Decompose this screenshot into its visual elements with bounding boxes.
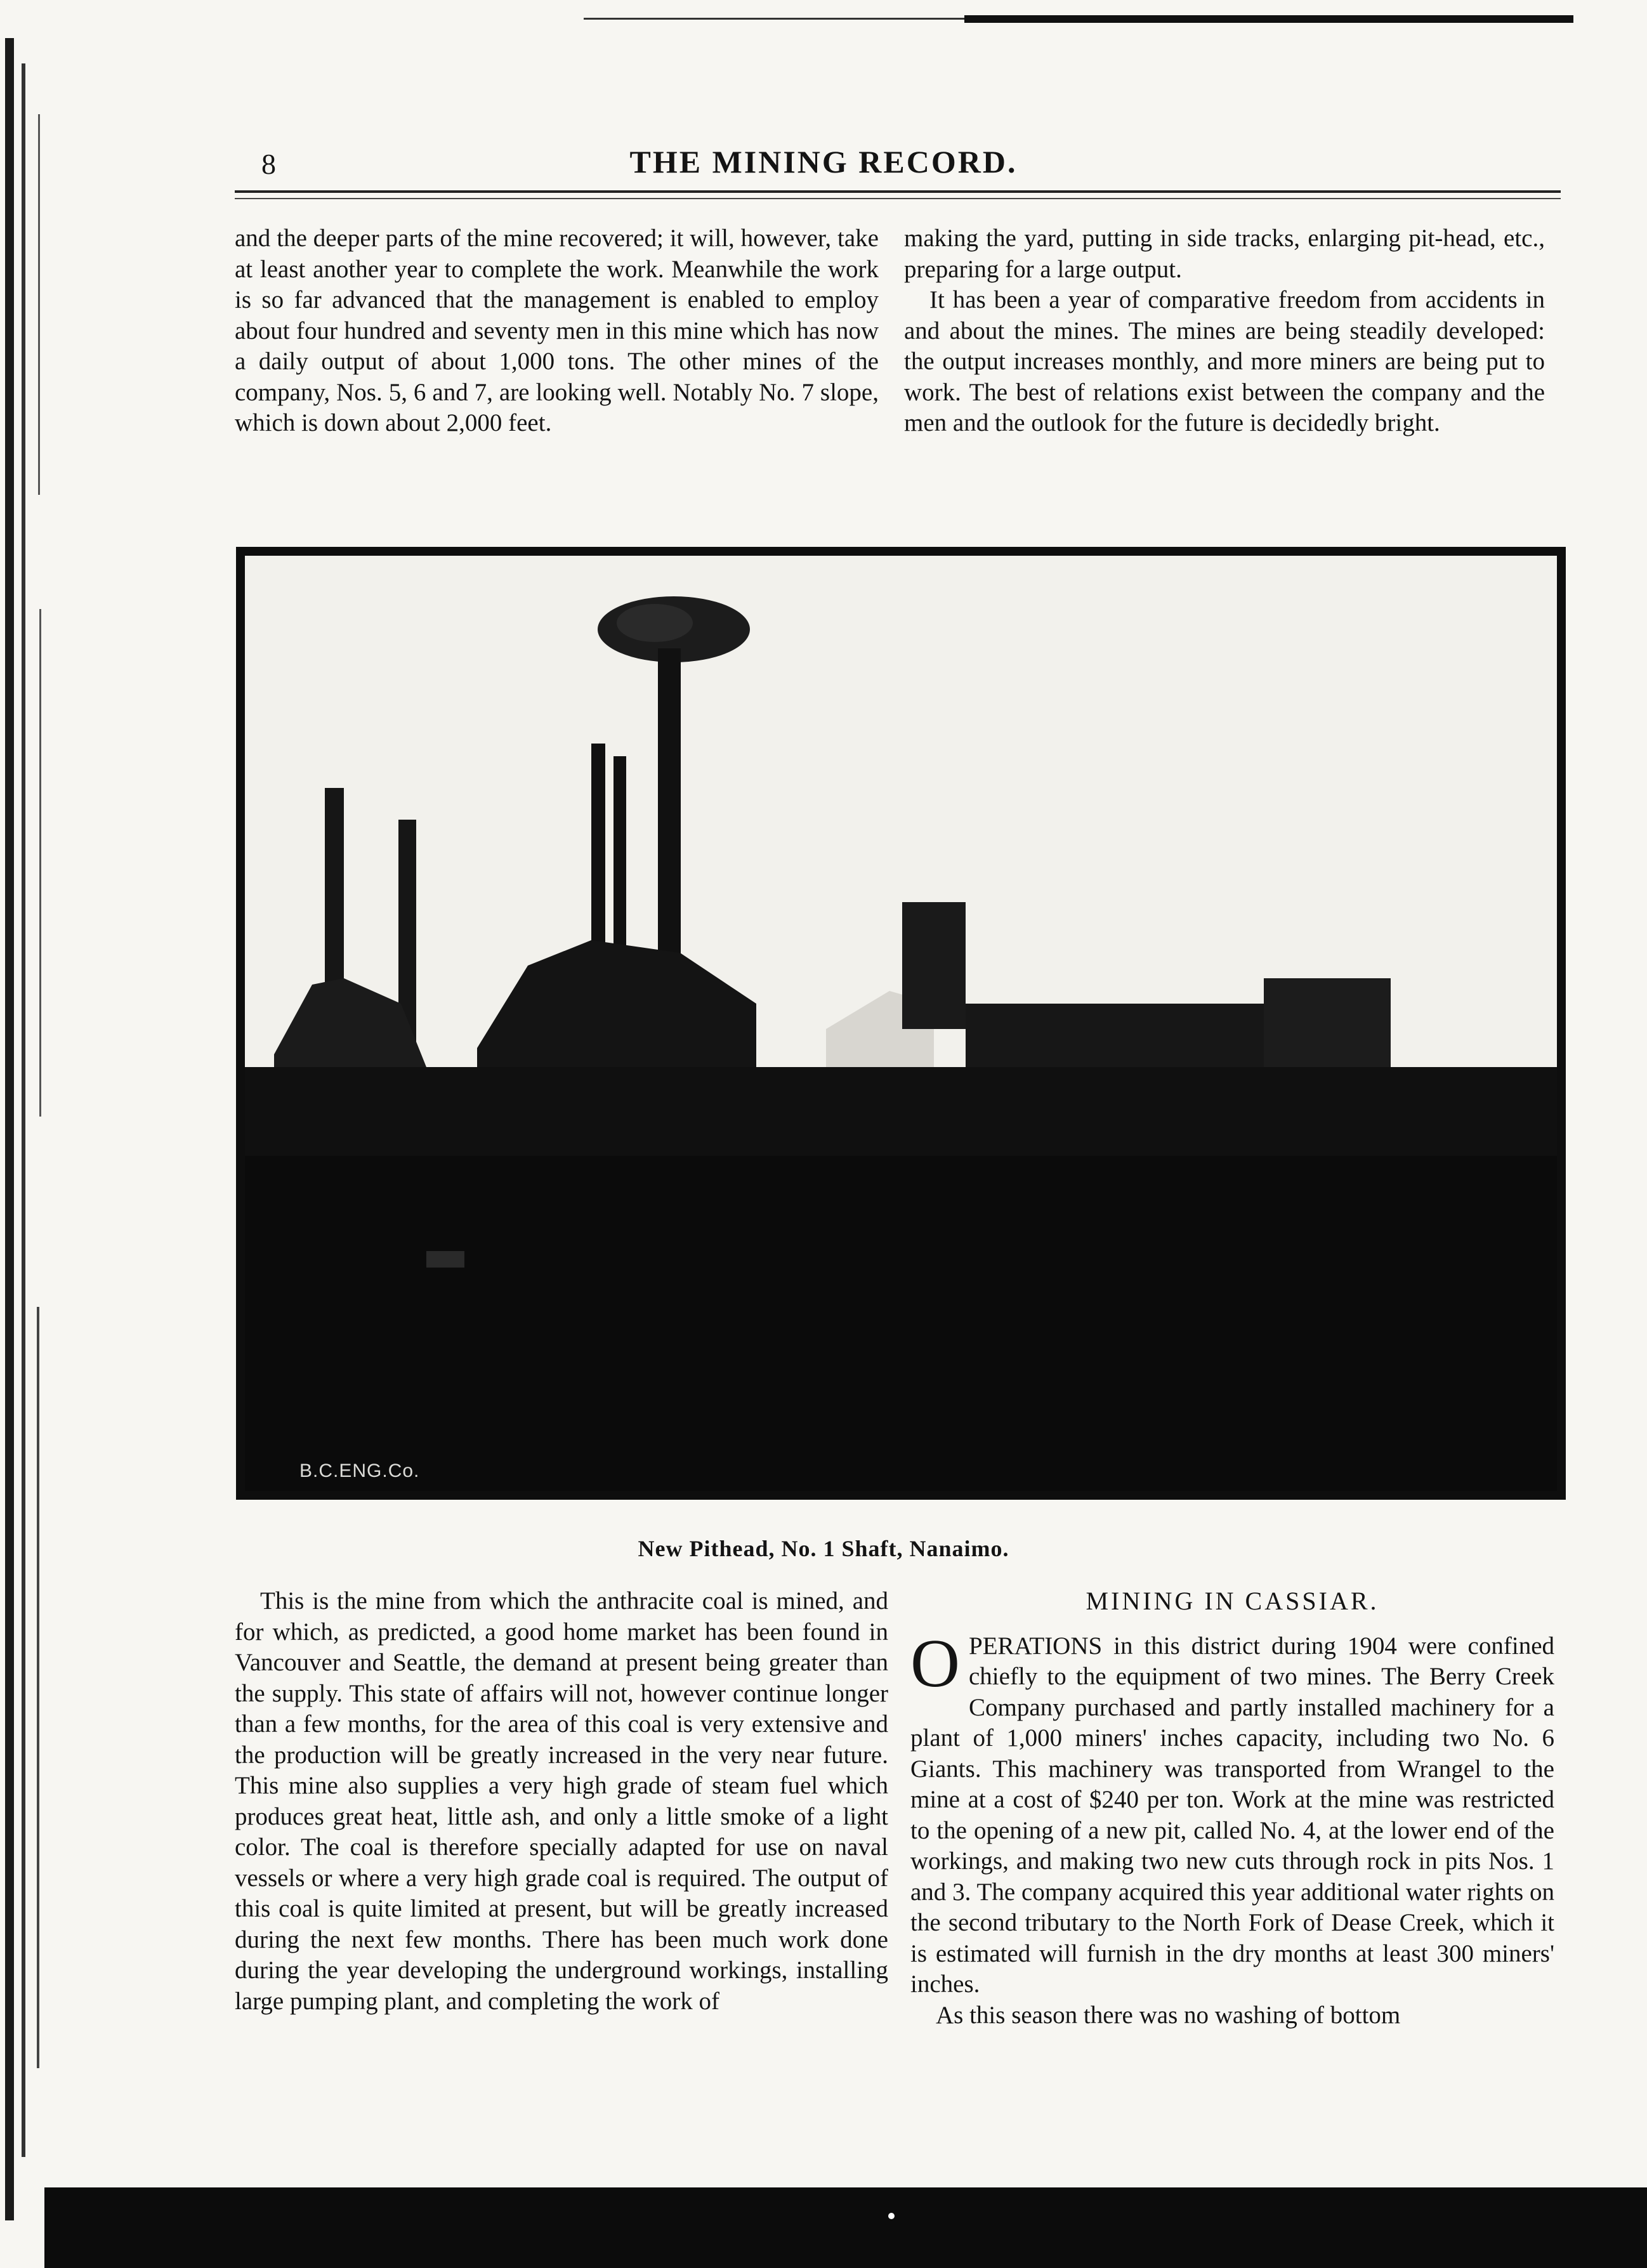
- paragraph: making the yard, putting in side tracks, enlarging pit-head, etc., preparing for a large output.: [904, 225, 1545, 283]
- paragraph: As this season there was no washing of bottom: [936, 2001, 1401, 2029]
- paragraph-text: PERATIONS in this district during 1904 were confined chiefly to the equipment of two mines. The Berry Creek Company purchased and partly installed machinery for a plant of 1,000 miners' inches capacity, including two No. 6 Giants. This machinery was transported from Wrangel to the mine at a cost of $240 per ton. Work at the mine was restricted to the opening of a new pit, called No. 4, at the lower end of the workings, and making two new cuts through rock in pits Nos. 1 and 3. The company acquired this year additional water rights on the second tributary to the North Fork of Dease Creek, which it is estimated will furnish in the dry months at least 300 miners' inches.: [910, 1632, 1554, 1998]
- header-rule: [235, 190, 1561, 193]
- scan-bottom-band: [44, 2187, 1647, 2268]
- page-number: 8: [261, 148, 276, 180]
- engraver-mark: B.C.ENG.Co.: [299, 1460, 420, 1481]
- paragraph: and the deeper parts of the mine recovered; it will, however, take at least another year to complete the work. Meanwhile the work is so far advanced that the management is enabled to employ about four hundred and seventy men in this mine which has now a daily output of about 1,000 tons. The other mines of the company, Nos. 5, 6 and 7, are looking well. Notably No. 7 slope, which is down about 2,000 feet.: [235, 225, 879, 436]
- header-rule-thin: [235, 198, 1561, 199]
- bottom-left-column: [235, 1586, 888, 2017]
- pithead-photograph: [236, 547, 1566, 1500]
- running-head-title: THE MINING RECORD.: [629, 144, 1018, 180]
- top-edge-rule: [584, 13, 1573, 27]
- drop-cap: O: [910, 1625, 960, 1701]
- paragraph: It has been a year of comparative freedom from accidents in and about the mines. The mines are being steadily developed: the output increases monthly, and more miners are being put to work. The best of relations exist between the company and the men and the outlook for the future is decidedly bright.: [904, 286, 1545, 436]
- top-left-column: [235, 223, 879, 439]
- top-right-column: [904, 223, 1545, 439]
- paragraph: [910, 1625, 1554, 2000]
- photo-caption: New Pithead, No. 1 Shaft, Nanaimo.: [638, 1536, 1009, 1561]
- section-title: MINING IN CASSIAR.: [1086, 1587, 1379, 1615]
- paragraph: This is the mine from which the anthracite coal is mined, and for which, as predicted, a good home market has been found in Vancouver and Seattle, the demand at present being greater than the supply. This state of affairs will not, however continue longer than a few months, for the area of this coal is very extensive and the production will be greatly increased in the very near future. This mine also supplies a very high grade of steam fuel which produces great heat, little ash, and only a little smoke of a light color. The coal is therefore specially adapted for use on naval vessels or where a very high grade coal is required. The output of this coal is quite limited at present, but will be greatly increased during the next few months. There has been much work done during the year developing the underground workings, installing large pumping plant, and completing the work of: [235, 1587, 888, 2015]
- scan-edge-artifact: [0, 38, 63, 2220]
- bottom-right-column: [910, 1586, 1554, 2031]
